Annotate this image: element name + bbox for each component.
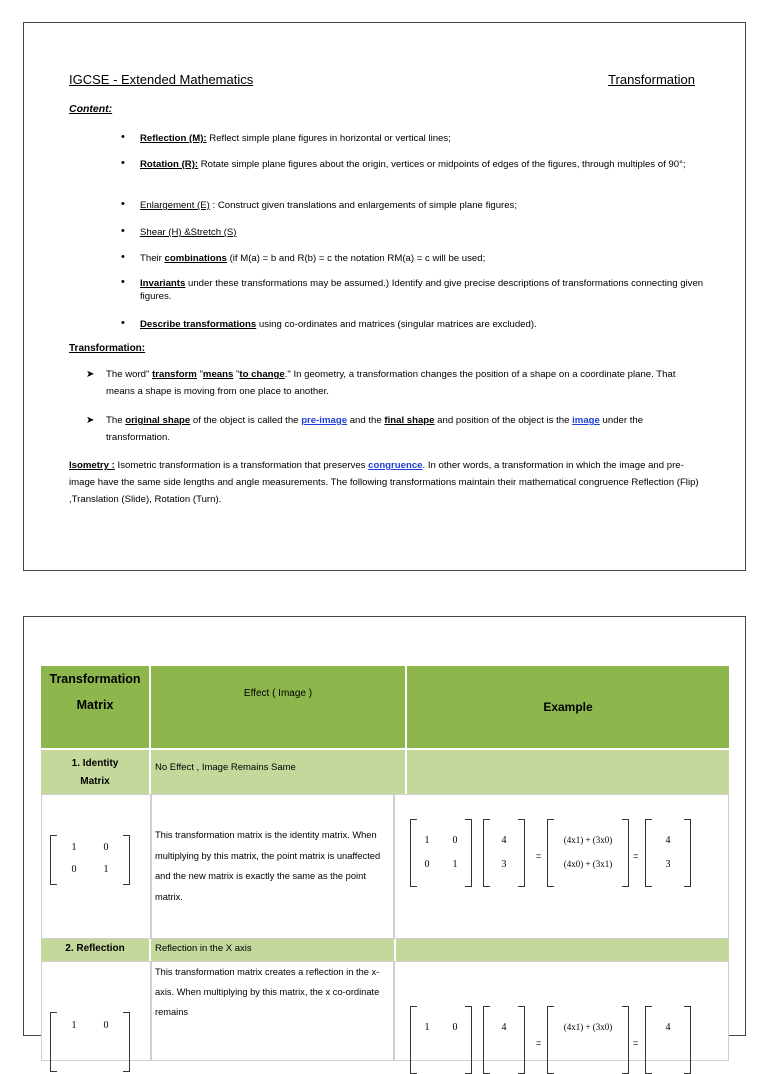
list-item xyxy=(120,158,710,171)
matrix-element: (4x0) + (3x1) xyxy=(563,859,613,869)
link-pre-image[interactable]: pre-image xyxy=(301,415,348,426)
bullet-icon: • xyxy=(121,225,125,237)
text: of the object is called the xyxy=(190,415,302,426)
arrow-bullet-icon: ➤ xyxy=(86,369,95,380)
header-text: Matrix xyxy=(76,698,114,712)
section-example-blank xyxy=(396,939,729,961)
bullet-text: (if M(a) = b and R(b) = c the notation RM(a) = c will be used; xyxy=(226,253,486,264)
text: The xyxy=(106,415,126,426)
bracket-left xyxy=(410,1006,417,1074)
matrix-element: (4x1) + (3x0) xyxy=(563,835,613,845)
text: and the xyxy=(347,415,385,426)
equals-sign: = xyxy=(536,1038,542,1048)
bracket-right xyxy=(465,819,472,887)
list-item xyxy=(120,199,710,212)
text: and position of the object is the xyxy=(434,415,573,426)
example-matrix-d xyxy=(645,1006,691,1074)
section-example-blank xyxy=(407,750,729,794)
bracket-right xyxy=(465,1006,472,1074)
list-item xyxy=(120,277,710,303)
bracket-left xyxy=(50,1012,57,1072)
matrix-element: 4 xyxy=(665,1022,671,1033)
section-title-identity xyxy=(41,750,149,794)
identity-matrix xyxy=(50,835,130,885)
bracket-right xyxy=(518,819,525,887)
bracket-left xyxy=(50,835,57,885)
bracket-left xyxy=(547,1006,554,1074)
bullet-text: Reflect simple plane figures in horizontal or vertical lines; xyxy=(206,133,451,144)
matrix-element: 4 xyxy=(501,1022,507,1033)
bracket-left xyxy=(645,1006,652,1074)
bullet-prefix: Their xyxy=(140,253,165,264)
header-text: Transformation xyxy=(49,672,141,686)
bullet-term: Enlargement (E) xyxy=(140,200,210,211)
bullet-term: Invariants xyxy=(140,278,186,289)
table-header-matrix xyxy=(41,666,149,748)
bullet-icon: • xyxy=(121,198,125,210)
matrix-element: 3 xyxy=(665,859,671,870)
bullet-term: Rotation (R): xyxy=(140,159,199,170)
bracket-right xyxy=(518,1006,525,1074)
example-matrix-b xyxy=(483,819,525,887)
matrix-element: 0 xyxy=(452,1022,458,1033)
matrix-element: 1 xyxy=(71,842,77,853)
term-transform: transform xyxy=(152,369,197,380)
example-matrix-b xyxy=(483,1006,525,1074)
bracket-left xyxy=(645,819,652,887)
bullet-text: using co-ordinates and matrices (singular matrices are excluded). xyxy=(256,319,537,330)
bullet-icon: • xyxy=(121,131,125,143)
text: ." In geometry, a transformation changes the position of a shape on a coordinate plane. That means a shape is moving from one place to another. xyxy=(106,369,676,397)
matrix-element: (4x1) + (3x0) xyxy=(563,1022,613,1032)
document-page-2 xyxy=(23,616,746,1048)
matrix-element: 3 xyxy=(501,859,507,870)
section-summary: No Effect , Image Remains Same xyxy=(151,750,405,794)
bullet-term: Reflection (M): xyxy=(140,133,207,144)
matrix-element: 1 xyxy=(424,1022,430,1033)
list-item xyxy=(120,132,710,145)
matrix-element: 1 xyxy=(424,835,430,846)
matrix-element: 4 xyxy=(665,835,671,846)
matrix-element: 0 xyxy=(424,859,430,870)
text: Isometric transformation is a transformation that preserves xyxy=(114,460,369,471)
term-to-change: to change xyxy=(239,369,285,380)
bracket-left xyxy=(547,819,554,887)
isometry-paragraph xyxy=(69,457,699,508)
document-page-1 xyxy=(23,22,746,571)
example-matrix-a xyxy=(410,819,472,887)
text: . In other words, a transformation in which the image and pre-image have the same side lengths and angle measurements. The following transformations maintain their mathematical congruence Reflection (Flip) ,Translation (Slide), Rotation (Turn). xyxy=(69,460,699,505)
transformation-heading: Transformation: xyxy=(69,343,146,354)
header-topic: Transformation xyxy=(608,72,695,87)
bullet-icon: • xyxy=(121,276,125,288)
example-matrix-d xyxy=(645,819,691,887)
reflection-description: This transformation matrix creates a reflection in the x-axis. When multiplying by this matrix, the x co-ordinate remains xyxy=(151,961,394,1061)
bracket-left xyxy=(410,819,417,887)
link-congruence[interactable]: congruence xyxy=(368,460,423,471)
bracket-right xyxy=(684,1006,691,1074)
table-header-example: Example xyxy=(407,666,729,748)
term-isometry: Isometry : xyxy=(69,460,115,471)
section-title-reflection: 2. Reflection xyxy=(41,939,149,961)
example-matrix-c xyxy=(547,1006,629,1074)
bullet-text: : Construct given translations and enlargements of simple plane figures; xyxy=(209,200,518,211)
text: under the transformation. xyxy=(106,415,644,443)
term-means: means xyxy=(202,369,234,380)
example-matrix-c xyxy=(547,819,629,887)
bullet-text: under these transformations may be assumed.) Identify and give precise descriptions of transformations connecting given figures. xyxy=(140,278,704,302)
bracket-right xyxy=(684,819,691,887)
bullet-icon: • xyxy=(121,157,125,169)
term-original-shape: original shape xyxy=(125,415,191,426)
bullet-icon: • xyxy=(121,251,125,263)
matrix-element: 0 xyxy=(452,835,458,846)
text: " xyxy=(233,369,240,380)
bracket-right xyxy=(123,835,130,885)
bullet-term: Shear (H) &Stretch (S) xyxy=(140,227,237,238)
table-header-effect: Effect ( Image ) xyxy=(151,666,405,748)
bullet-text: Rotate simple plane figures about the origin, vertices or midpoints of edges of the figures, through multiples of 90°; xyxy=(198,159,686,170)
list-item xyxy=(120,226,710,239)
section-title-text: 1. Identity xyxy=(71,758,119,769)
identity-example-cell xyxy=(394,794,729,939)
equals-sign: = xyxy=(633,1038,639,1048)
reflection-matrix-cell xyxy=(41,961,151,1061)
matrix-element: 1 xyxy=(71,1020,77,1031)
bracket-left xyxy=(483,819,490,887)
bullet-term: Describe transformations xyxy=(140,319,257,330)
matrix-element: 0 xyxy=(71,864,77,875)
matrix-element: 4 xyxy=(501,835,507,846)
example-matrix-a xyxy=(410,1006,472,1074)
bullet-term: combinations xyxy=(164,253,227,264)
term-final-shape: final shape xyxy=(384,415,435,426)
list-item xyxy=(120,252,710,265)
bracket-right xyxy=(123,1012,130,1072)
reflection-matrix xyxy=(50,1012,130,1072)
arrow-paragraph-2 xyxy=(86,412,696,446)
arrow-paragraph-1 xyxy=(86,366,696,400)
bracket-right xyxy=(622,1006,629,1074)
section-title-text: Matrix xyxy=(80,776,110,787)
reflection-example-cell xyxy=(394,961,729,1061)
matrix-element: 0 xyxy=(103,1020,109,1031)
link-image[interactable]: image xyxy=(572,415,600,426)
text: " xyxy=(196,369,203,380)
content-label: Content: xyxy=(69,103,113,115)
matrix-element: 1 xyxy=(452,859,458,870)
equals-sign: = xyxy=(633,851,639,861)
bracket-right xyxy=(622,819,629,887)
matrix-element: 0 xyxy=(103,842,109,853)
arrow-bullet-icon: ➤ xyxy=(86,415,95,426)
bracket-left xyxy=(483,1006,490,1074)
section-summary: Reflection in the X axis xyxy=(151,939,394,961)
matrix-element: 1 xyxy=(103,864,109,875)
text: The word" xyxy=(106,369,153,380)
identity-description: This transformation matrix is the identity matrix. When multiplying by this matrix, the point matrix is unaffected and the new matrix is exactly the same as the point matrix. xyxy=(151,794,394,939)
list-item xyxy=(120,318,710,331)
bullet-icon: • xyxy=(121,317,125,329)
header-course-title: IGCSE - Extended Mathematics xyxy=(69,72,254,87)
equals-sign: = xyxy=(536,851,542,861)
identity-matrix-cell xyxy=(41,794,151,939)
